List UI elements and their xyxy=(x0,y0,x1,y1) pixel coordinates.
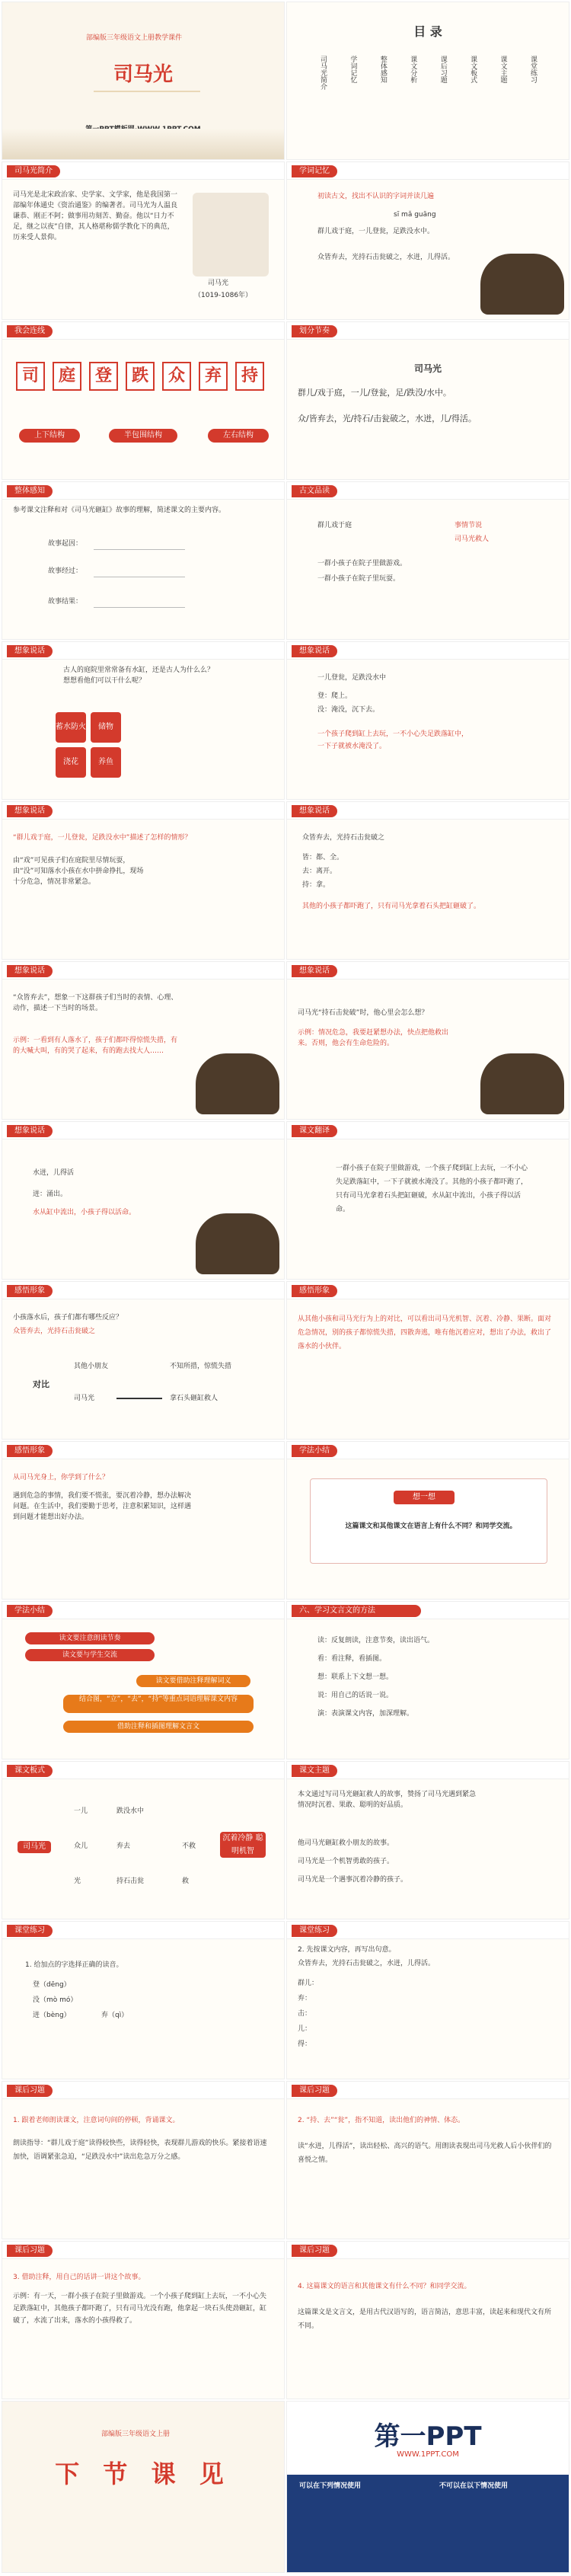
slide-tag: 我会连线 xyxy=(7,325,53,337)
bio-text: 司马光是北宋政治家、史学家、文学家，他是我国第一部编年体通史《资治通鉴》的编著者。司马光为人温良谦恭、刚正不阿；做事用功刻苦、勤奋。他以“日力不足，继之以夜”自律，其人格堪称儒学教化下的典范，历来受人景仰。 xyxy=(13,191,178,241)
slide-tag: 课后习题 xyxy=(7,2085,53,2097)
answer-text: 读“水迸，儿得活”，读出轻松、高兴的语气。用朗读表现出司马光救人后小伙伴们的喜悦之情。 xyxy=(298,2143,552,2164)
toc-title: 目 录 xyxy=(413,24,442,39)
slide-header xyxy=(2,2242,284,2259)
slide-header xyxy=(287,2242,569,2259)
slide-tag: 课后习题 xyxy=(7,2245,53,2257)
think-text: 这篇课文和其他课文在语言上有什么不同？和同学交流。 xyxy=(345,1523,517,1530)
slide-9[interactable] xyxy=(2,641,285,800)
question-text: 2. “持、去”“瓮”，指不知道，读出他们的神情、体态。 xyxy=(298,2117,465,2124)
col-3: 司马光救人 xyxy=(455,535,490,543)
col-1: 群儿戏于庭 xyxy=(317,522,352,529)
slide-header xyxy=(2,482,284,500)
slide-4[interactable] xyxy=(286,161,569,320)
slide-8[interactable] xyxy=(286,481,569,640)
method-item: 说：用自己的话说一说。 xyxy=(317,1692,394,1699)
q1: 一群小孩子在院子里做游戏。 xyxy=(317,560,407,567)
slide-header xyxy=(287,1762,569,1779)
question-text: 2. 先按课文内容，再写出句意。 xyxy=(298,1946,396,1954)
slide-32[interactable] xyxy=(286,2401,569,2573)
blank-item[interactable]: 击： xyxy=(298,2010,312,2018)
slide-tag: 感悟形象 xyxy=(7,1285,53,1297)
toc-item[interactable]: 学词记忆 xyxy=(349,56,357,83)
line-3: 没：淹没，沉下去。 xyxy=(317,706,380,714)
rhythm-line-2: 众/皆弃去，光/持石/击瓮破之，水迸，儿/得活。 xyxy=(298,414,477,423)
q2: 一群小孩子在院子里玩耍。 xyxy=(317,575,400,583)
method-bar: 借助注释和插图理解文言文 xyxy=(63,1721,254,1733)
blank-item[interactable]: 弃： xyxy=(298,1995,312,2002)
slide-6[interactable] xyxy=(286,321,569,480)
branch: 众儿 xyxy=(74,1843,88,1850)
slide-tag: 整体感知 xyxy=(7,485,53,497)
slide-header xyxy=(287,1922,569,1939)
slide-tag: 司马光简介 xyxy=(7,165,60,177)
rhythm-line-1: 群儿/戏于庭，一儿/登瓮，足/跌没/水中。 xyxy=(298,388,451,398)
question-text: 古人的庭院里常常备有水缸，还是古人为什么么？想想看他们可以干什么呢？ xyxy=(63,666,215,685)
toc-item[interactable]: 课后习题 xyxy=(439,56,447,83)
summary-node: 沉着冷静 聪明机智 xyxy=(220,1832,266,1858)
blank-item[interactable]: 得： xyxy=(298,2041,312,2048)
method-bar: 读文要注意朗读节奏 xyxy=(25,1632,155,1644)
method-item: 读：反复朗读，注意节奏，读出语气。 xyxy=(317,1637,435,1644)
answer-text: 朗读指导：“群儿戏于庭”读得较快些，读得轻快，表现群儿游戏的快乐。紧接着语速加快，语调紧张急迫，“足跌没水中”读出危急万分之感。 xyxy=(13,2140,267,2161)
intro-text: 参考课文注释和对《司马光砸缸》故事的理解，简述课文的主要内容。 xyxy=(13,507,226,514)
toc-item[interactable]: 课文板式 xyxy=(469,56,477,83)
slide-tag: 想象说话 xyxy=(7,805,53,817)
slide-header xyxy=(2,1442,284,1459)
summary-text: 从其他小孩和司马光行为上的对比，可以看出司马光机智、沉着、冷静、果断。面对危急情况，别的孩子都惊慌失措，四散奔逃，唯有他沉着应对，想出了办法，救出了落水的小伙伴。 xyxy=(298,1315,552,1350)
text-line-2: 众皆弃去，光持石击瓮破之，水迸，儿得活。 xyxy=(317,254,455,261)
line-5: 一下子就被水淹没了。 xyxy=(317,743,387,750)
slide-25[interactable] xyxy=(2,1921,285,2079)
slide-tag: 学法小结 xyxy=(292,1445,337,1457)
left-1: 其他小朋友 xyxy=(74,1363,109,1370)
line-1: 水迸，儿得活 xyxy=(33,1169,75,1177)
question-text: 1. 给加点的字选择正确的读音。 xyxy=(25,1961,123,1969)
idea-box[interactable]: 养鱼 xyxy=(91,747,121,778)
pron-item[interactable]: 弃（qì） xyxy=(101,2012,129,2019)
method-item: 想：联系上下文想一想。 xyxy=(317,1673,394,1681)
theme-line: 他司马光砸缸救小朋友的故事。 xyxy=(298,1839,394,1847)
slide-26[interactable] xyxy=(286,1921,569,2079)
row-label: 故事结果： xyxy=(48,598,83,606)
toc-item[interactable]: 司马光简介 xyxy=(319,56,327,90)
question-text: “众皆弃去”，想象一下这群孩子们当时的表情、心理、动作，描述一下当时的场景。 xyxy=(13,994,178,1012)
answer-text: 由“戏”可见孩子们在庭院里尽情玩耍，由“没”可知落水小孩在水中拼命挣扎，现场十分危急，情况非常紧急。 xyxy=(13,857,144,886)
slide-tag: 学法小结 xyxy=(7,1605,53,1617)
result: 不救 xyxy=(182,1843,196,1850)
example-text: 示例：一看到有人落水了，孩子们都吓得惊慌失措，有的大喊大叫，有的哭了起来，有的跑去找大人…… xyxy=(13,1037,178,1055)
slide-24[interactable] xyxy=(286,1761,569,1919)
slide-title: 司马光 xyxy=(113,63,173,86)
question-text: 从司马光身上，你学到了什么？ xyxy=(13,1474,110,1481)
row-label: 故事起因： xyxy=(48,540,83,548)
slide-header xyxy=(2,1602,284,1619)
method-item: 演：表演课文内容，加深理解。 xyxy=(317,1710,414,1718)
slide-14[interactable] xyxy=(286,961,569,1120)
right-1: 不知所措，惊慌失措 xyxy=(170,1363,232,1370)
root-node: 司马光 xyxy=(18,1841,51,1853)
water-jar-art xyxy=(480,1053,564,1114)
portrait-image xyxy=(193,193,269,276)
col-title-1: 可以在下列情况使用 xyxy=(299,2482,362,2490)
portrait-years: （1019-1086年） xyxy=(194,292,253,299)
text-line-1: 群儿戏于庭，一儿登瓮，足跌没水中。 xyxy=(317,228,435,235)
think-label: 想一想 xyxy=(394,1491,455,1504)
answer-line[interactable] xyxy=(94,607,185,608)
slide-header xyxy=(2,1762,284,1779)
slide-19[interactable] xyxy=(2,1441,285,1600)
pron-item[interactable]: 登（dēng） xyxy=(33,1981,71,1989)
char-box[interactable]: 跌 xyxy=(126,362,155,391)
branch: 光 xyxy=(74,1878,81,1885)
slide-13[interactable] xyxy=(2,961,285,1120)
slide-header xyxy=(287,2082,569,2099)
slide-3[interactable] xyxy=(2,161,285,320)
slide-21[interactable] xyxy=(2,1601,285,1759)
slide-tag: 想象说话 xyxy=(292,805,337,817)
method-bar: 读文要借助注释理解词义 xyxy=(136,1675,250,1687)
line-1: 众皆弃去，光持石击瓮破之 xyxy=(302,834,385,842)
slide-tag: 学词记忆 xyxy=(292,165,337,177)
slide-header xyxy=(2,162,284,180)
char-box[interactable]: 登 xyxy=(89,362,118,391)
slide-31[interactable] xyxy=(2,2401,285,2573)
right-2: 拿石头砸缸救人 xyxy=(170,1395,219,1402)
answer-line[interactable] xyxy=(94,549,185,550)
slide-22[interactable] xyxy=(286,1601,569,1759)
slide-28[interactable] xyxy=(286,2081,569,2239)
answer-text: 示例：有一天，一群小孩子在院子里做游戏。一个小孩子爬到缸上去玩，一不小心失足跌落缸中，其他孩子都吓跑了，只有司马光没有跑，他拿起一块石头使劲砸缸，缸破了，水流了出来，落水的小孩得救了。 xyxy=(13,2293,267,2325)
slide-tag: 想象说话 xyxy=(7,1125,53,1137)
answer-text: 示例：情况危急，我要赶紧想办法，快点把他救出来。否则，他会有生命危险的。 xyxy=(298,1029,449,1047)
structure-label[interactable]: 半包围结构 xyxy=(109,429,177,443)
question-text: 司马光“持石击瓮破”时，他心里会怎么想？ xyxy=(298,1009,429,1017)
slide-tag: 课后习题 xyxy=(292,2245,337,2257)
slide-header xyxy=(2,642,284,660)
slide-header xyxy=(2,2082,284,2099)
slide-header xyxy=(287,322,569,340)
idea-box[interactable]: 蓄水防火 xyxy=(56,712,86,743)
slide-10[interactable] xyxy=(286,641,569,800)
water-jar-art xyxy=(196,1213,279,1274)
slide-header xyxy=(287,1282,569,1299)
slide-header xyxy=(2,802,284,820)
slide-15[interactable] xyxy=(2,1121,285,1280)
slide-23[interactable] xyxy=(2,1761,285,1919)
action: 持石击瓮 xyxy=(116,1878,145,1885)
pinyin-line: sī mǎ guāng xyxy=(394,211,436,219)
poem-title: 司马光 xyxy=(413,363,442,374)
mountain-art xyxy=(2,129,284,159)
slide-header xyxy=(2,322,284,340)
slide-17[interactable] xyxy=(2,1281,285,1440)
slide-18[interactable] xyxy=(286,1281,569,1440)
top-note: 部编版三年级语文上册教学课件 xyxy=(86,34,183,42)
col-title-2: 不可以在以下情况使用 xyxy=(439,2482,509,2490)
slide-tag: 课后习题 xyxy=(292,2085,337,2097)
slide-header xyxy=(287,1602,569,1619)
brand-text: 第一PPT xyxy=(374,2421,482,2452)
slide-header xyxy=(2,1922,284,1939)
slide-header xyxy=(2,962,284,980)
slide-tag: 课文主题 xyxy=(292,1765,337,1777)
slide-11[interactable] xyxy=(2,801,285,960)
slide-header xyxy=(287,482,569,500)
line-2: 登：爬上。 xyxy=(317,692,352,700)
brand-url: WWW.1PPT.COM xyxy=(397,2450,459,2459)
question-text: 3. 借助注释，用自己的话讲一讲这个故事。 xyxy=(13,2274,145,2281)
question-text: 4. 这篇课文的语言和其他课文有什么不同？和同学交流。 xyxy=(298,2283,471,2290)
slide-tag: 课文板式 xyxy=(7,1765,53,1777)
slide-tag: 古文品读 xyxy=(292,485,337,497)
slide-5[interactable] xyxy=(2,321,285,480)
branch: 一儿 xyxy=(74,1807,88,1815)
pron-item[interactable]: 迸（bèng） xyxy=(33,2012,71,2019)
slide-16[interactable] xyxy=(286,1121,569,1280)
slide-header xyxy=(287,162,569,180)
answer-text: 这篇课文是文言文，是用古代汉语写的，语言简洁，意思丰富，读起来和现代文有所不同。 xyxy=(298,2309,552,2330)
slide-header xyxy=(287,1122,569,1139)
theme-line: 司马光是一个机智勇敢的孩子。 xyxy=(298,1858,394,1865)
slide-tag: 想象说话 xyxy=(292,645,337,657)
slide-header xyxy=(287,642,569,660)
toc-item[interactable]: 整体感知 xyxy=(378,56,387,83)
line-3: 水从缸中流出，小孩子得以活命。 xyxy=(33,1209,136,1216)
line-5: 其他的小孩子都吓跑了，只有司马光拿着石头把缸砸破了。 xyxy=(302,903,481,910)
line-2: 皆：都、全。 xyxy=(302,854,344,861)
method-bar: 结合图，“立”，“去”，“持”等重点词语理解课文内容 xyxy=(63,1695,254,1713)
question-text: 小孩落水后，孩子们都有哪些反应？ xyxy=(13,1314,123,1322)
slide-header xyxy=(2,1282,284,1299)
slide-header xyxy=(287,962,569,980)
portrait-caption: 司马光 xyxy=(208,280,229,287)
left-2: 司马光 xyxy=(74,1395,95,1402)
slide-header xyxy=(287,1442,569,1459)
char-box[interactable]: 持 xyxy=(235,362,264,391)
slide-1[interactable] xyxy=(2,2,285,160)
line-4: 一个孩子爬到缸上去玩，一不小心失足跌落缸中， xyxy=(317,730,469,738)
line-4: 持：拿。 xyxy=(302,881,330,889)
toc-items xyxy=(317,56,538,124)
answer-text: 众皆弃去，光持石击瓮破之 xyxy=(13,1328,96,1335)
result: 救 xyxy=(182,1878,190,1885)
col-2: 事情节说 xyxy=(455,522,483,529)
line-1: 一儿登瓮，足跌没水中 xyxy=(317,674,387,682)
row-label: 故事经过： xyxy=(48,567,83,575)
slide-2[interactable] xyxy=(286,2,569,160)
answer-text: 遇到危急的事情，我们要不慌张，要沉着冷静，想办法解决问题。在生活中，我们要勤于思考，注意积累知识，这样遇到问题才能想出好办法。 xyxy=(13,1492,192,1521)
water-jar-art xyxy=(480,254,564,315)
slide-tag: 想象说话 xyxy=(7,965,53,977)
question-text: 1. 跟着老师朗读课文，注意词句间的停顿，背诵课文。 xyxy=(13,2117,180,2124)
divider xyxy=(116,1398,162,1399)
toc-item[interactable]: 课文主题 xyxy=(499,56,507,83)
char-box[interactable]: 弃 xyxy=(199,362,228,391)
slide-20[interactable] xyxy=(286,1441,569,1600)
slide-tag: 划分节奏 xyxy=(292,325,337,337)
structure-label[interactable]: 左右结构 xyxy=(208,429,269,443)
char-box[interactable]: 众 xyxy=(162,362,191,391)
pron-item[interactable]: 没（mò mó） xyxy=(33,1996,78,2004)
slide-tag: 六、学习文言文的方法 xyxy=(292,1605,421,1617)
slide-header xyxy=(287,802,569,820)
sentence-text: 众皆弃去，光持石击瓮破之，水迸，儿得活。 xyxy=(298,1960,435,1967)
method-bar: 读文要与学生交流 xyxy=(25,1649,155,1661)
slide-header xyxy=(2,1122,284,1139)
intro-text: 初读古文，找出不认识的字词并读几遍 xyxy=(317,193,435,200)
action: 弃去 xyxy=(116,1843,131,1850)
translation-text: 一群小孩子在院子里做游戏，一个孩子爬到缸上去玩，一不小心失足跌落缸中，一下子就被水淹没了。其他的小孩子都吓跑了，只有司马光拿着石头把缸砸破，水从缸中流出，小孩子得以活命。 xyxy=(336,1165,528,1213)
slide-tag: 感悟形象 xyxy=(7,1445,53,1457)
toc-item[interactable]: 课堂练习 xyxy=(528,56,537,83)
char-box[interactable]: 司 xyxy=(16,362,45,391)
title-underline xyxy=(94,91,200,92)
method-item: 看：看注释，看插图。 xyxy=(317,1655,387,1663)
compare-label: 对比 xyxy=(33,1379,49,1389)
slide-tag: 想象说话 xyxy=(292,965,337,977)
action: 跌没水中 xyxy=(116,1807,145,1815)
toc-item[interactable]: 课文分析 xyxy=(409,56,417,83)
line-2: 迸：涌出。 xyxy=(33,1191,68,1198)
slide-30[interactable] xyxy=(286,2241,569,2399)
slide-tag: 想象说话 xyxy=(7,645,53,657)
idea-box[interactable]: 储物 xyxy=(91,712,121,743)
slide-7[interactable] xyxy=(2,481,285,640)
char-box[interactable]: 庭 xyxy=(53,362,81,391)
theme-line: 司马光是一个遇事沉着冷静的孩子。 xyxy=(298,1876,408,1884)
blank-item[interactable]: 儿： xyxy=(298,2025,312,2033)
slide-tag: 课堂练习 xyxy=(7,1925,53,1937)
blank-item[interactable]: 群儿： xyxy=(298,1980,319,1987)
slide-tag: 课堂练习 xyxy=(292,1925,337,1937)
slide-27[interactable] xyxy=(2,2081,285,2239)
line-3: 去：离开。 xyxy=(302,868,337,875)
end-title: 下 节 课 见 xyxy=(55,2459,231,2488)
slide-29[interactable] xyxy=(2,2241,285,2399)
question-text: “群儿戏于庭，一儿登瓮，足跌没水中”描述了怎样的情形？ xyxy=(13,834,192,842)
water-jar-art xyxy=(196,1053,279,1114)
structure-label[interactable]: 上下结构 xyxy=(19,429,80,443)
theme-text: 本文通过写司马光砸缸救人的故事，赞扬了司马光遇到紧急情况时沉着、果敢、聪明的好品质。 xyxy=(298,1791,477,1809)
slide-tag: 课文翻译 xyxy=(292,1125,337,1137)
slide-12[interactable] xyxy=(286,801,569,960)
idea-box[interactable]: 浇花 xyxy=(56,747,86,778)
top-note: 部编版三年级语文上册 xyxy=(101,2431,171,2438)
slide-tag: 感悟形象 xyxy=(292,1285,337,1297)
